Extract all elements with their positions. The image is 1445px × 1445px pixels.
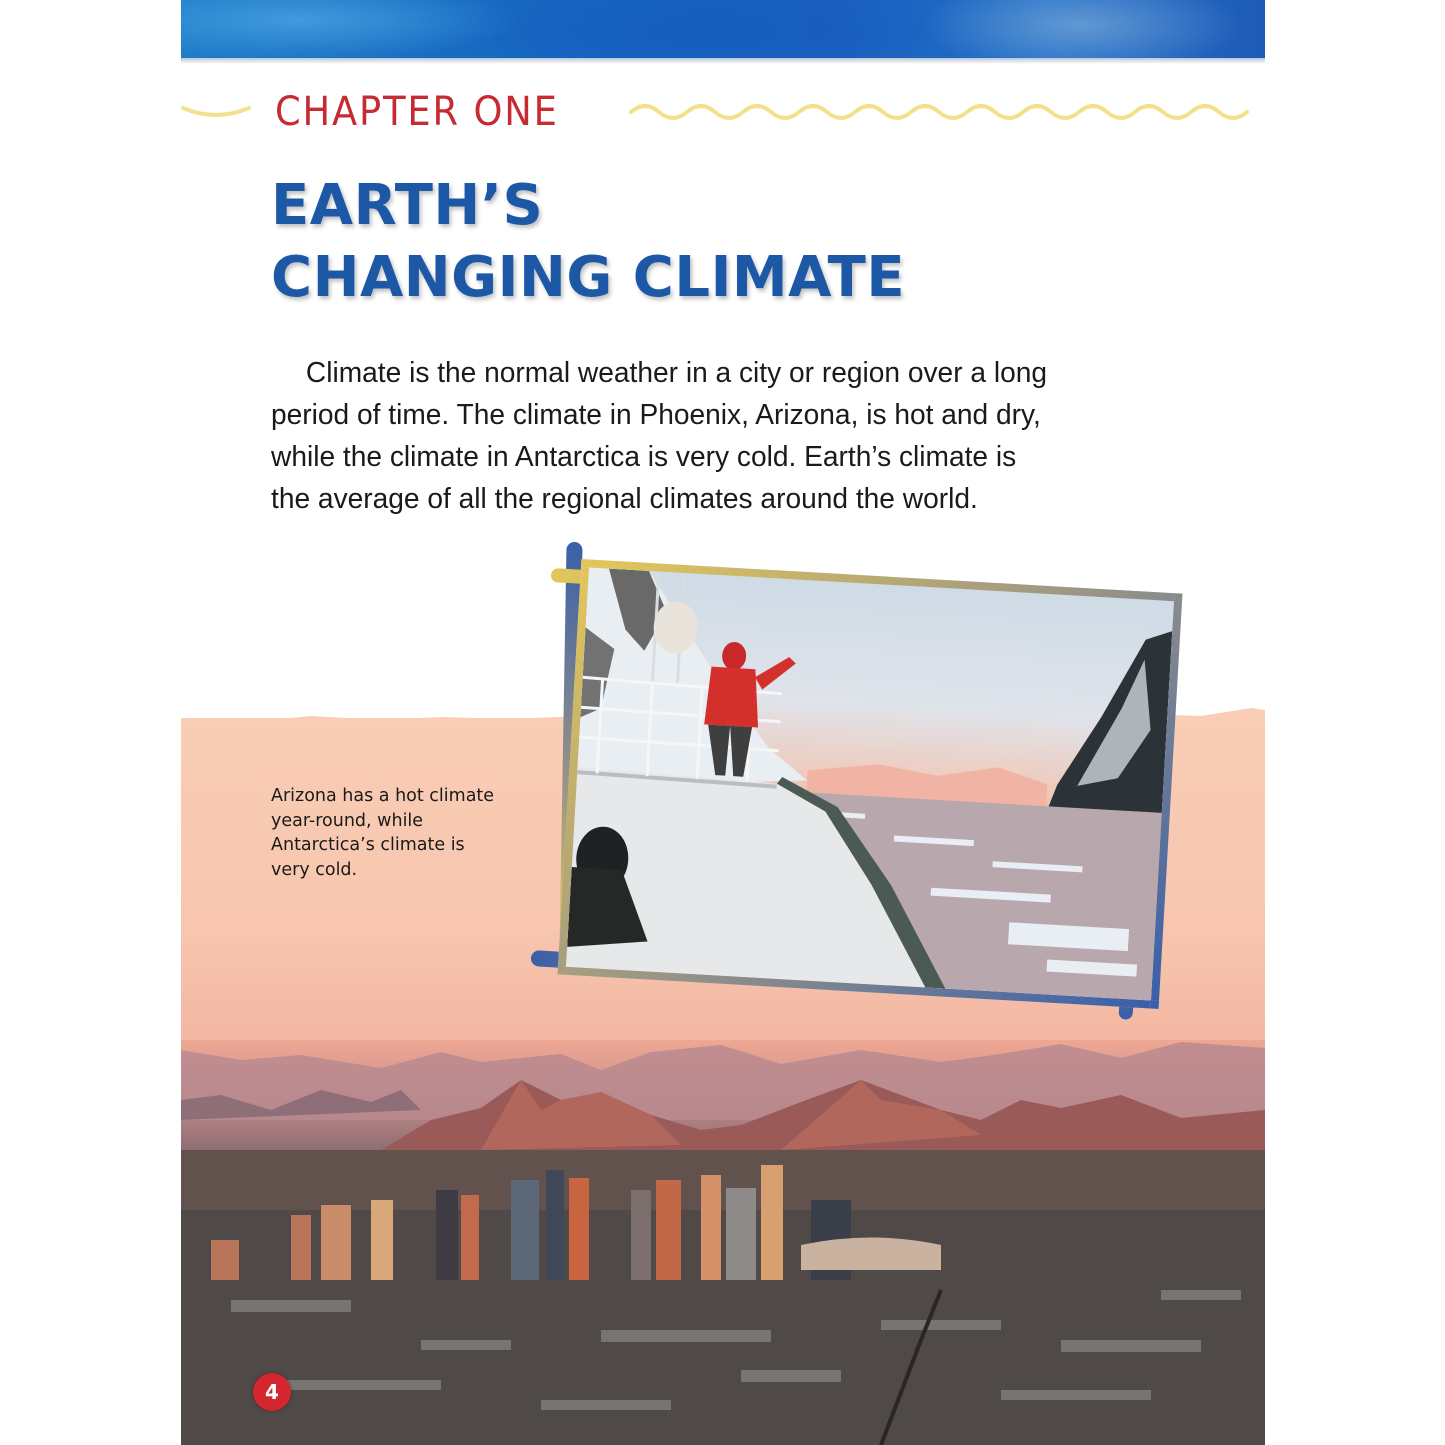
caption-line-1: Arizona has a hot climate [271,786,495,806]
body-line-2: period of time. The climate in Phoenix, Arizona, is hot and dry, [271,399,1041,431]
caption-line-4: very cold. [271,859,358,880]
body-line-1: Climate is the normal weather in a city or region over a long [305,357,1048,389]
chapter-header [181,88,1265,138]
squiggle-left-decoration [181,102,251,122]
body-line-4: the average of all the regional climates around the world. [271,483,978,515]
title-line-1: EARTH’S [271,173,544,238]
squiggle-right-decoration [629,98,1265,126]
book-page [181,0,1265,1445]
photo-caption [271,784,531,882]
antarctica-scene-illustration [566,567,1174,1000]
body-line-3: while the climate in Antarctica is very cold. Earth’s climate is [271,441,1017,473]
page-number-badge: 4 [253,1373,291,1411]
banner-shadow [181,58,1265,64]
caption-line-2: year-round, while [271,810,424,831]
phoenix-landscape-illustration [181,1040,1265,1445]
chapter-label: CHAPTER ONE [275,89,559,135]
title-line-2: CHANGING CLIMATE [271,245,906,310]
body-paragraph [271,352,1144,520]
blue-ice-banner-image [181,0,1265,58]
phoenix-skyline-photo [181,1040,1265,1445]
antarctica-ship-photo [558,559,1183,1009]
antarctica-photo-frame [541,548,1181,1018]
page-title [271,170,905,314]
caption-line-3: Antarctica’s climate is [271,835,465,855]
